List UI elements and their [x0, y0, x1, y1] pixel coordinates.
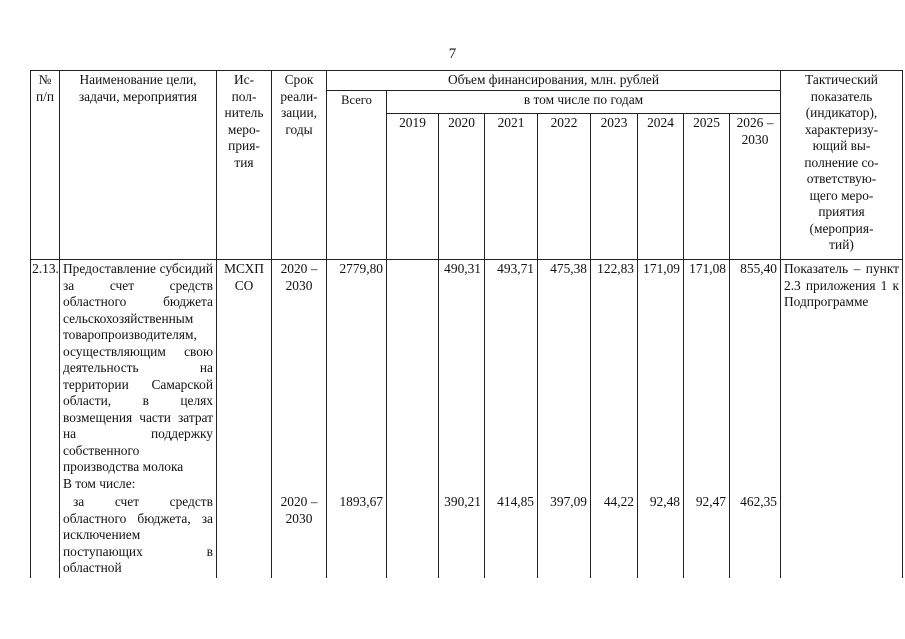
row-num: 2.13. — [31, 260, 60, 494]
header-num: № п/п — [31, 71, 60, 260]
header-row-1 — [31, 71, 903, 91]
header-year: 2022 — [538, 114, 591, 260]
header-executor: Ис- пол- нитель меро- прия- тия — [217, 71, 272, 260]
header-year: 2020 — [439, 114, 485, 260]
row-value: 490,31 — [439, 260, 485, 494]
row-value — [387, 260, 439, 494]
table-row — [31, 260, 903, 494]
subrow-value: 92,48 — [638, 493, 684, 578]
including-label: В том числе: — [63, 475, 136, 491]
header-total: Всего — [327, 90, 387, 260]
subrow-value: 397,09 — [538, 493, 591, 578]
row-total: 2779,80 — [327, 260, 387, 494]
row-value: 855,40 — [730, 260, 781, 494]
header-year: 2024 — [638, 114, 684, 260]
header-indicator: Тактический показатель (индикатор), характеризу- ющий вы- полнение со- ответствую- щего меро- приятия (мероприя- тий) — [781, 71, 903, 260]
header-year: 2026 – 2030 — [730, 114, 781, 260]
row-value: 122,83 — [591, 260, 638, 494]
header-year: 2025 — [684, 114, 730, 260]
financing-table — [30, 70, 903, 578]
row-value: 171,08 — [684, 260, 730, 494]
subrow-value: 44,22 — [591, 493, 638, 578]
row-value: 171,09 — [638, 260, 684, 494]
header-term: Срок реали- зации, годы — [272, 71, 327, 260]
subrow-value: 462,35 — [730, 493, 781, 578]
subrow-term: 2020 – 2030 — [272, 493, 327, 578]
header-year: 2023 — [591, 114, 638, 260]
header-name: Наименование цели, задачи, мероприятия — [60, 71, 217, 260]
row-value: 493,71 — [485, 260, 538, 494]
row-name: Предоставление субсидий за счет средств областного бюджета сельскохозяйственным товаропроизводителям, осуществляющим свою деятельность на территории Самарской области, в целях возмещения части затрат на поддержку собственного производства молока В том числе: — [60, 260, 217, 494]
header-by-years: в том числе по годам — [387, 90, 781, 114]
row-indicator: Показатель – пункт 2.3 приложения 1 к Подпрограмме — [781, 260, 903, 494]
subrow-value: 414,85 — [485, 493, 538, 578]
table-subrow — [31, 493, 903, 578]
header-funding: Объем финансирования, млн. рублей — [327, 71, 781, 91]
row-executor: МСХП СО — [217, 260, 272, 494]
row-term: 2020 – 2030 — [272, 260, 327, 494]
header-year: 2019 — [387, 114, 439, 260]
page-number: 7 — [448, 46, 457, 62]
subrow-value — [387, 493, 439, 578]
subrow-value: 390,21 — [439, 493, 485, 578]
header-year: 2021 — [485, 114, 538, 260]
subrow-name: за счет средств областного бюджета, за исключением поступающих в областной — [60, 493, 217, 578]
subrow-value: 92,47 — [684, 493, 730, 578]
row-value: 475,38 — [538, 260, 591, 494]
subrow-total: 1893,67 — [327, 493, 387, 578]
